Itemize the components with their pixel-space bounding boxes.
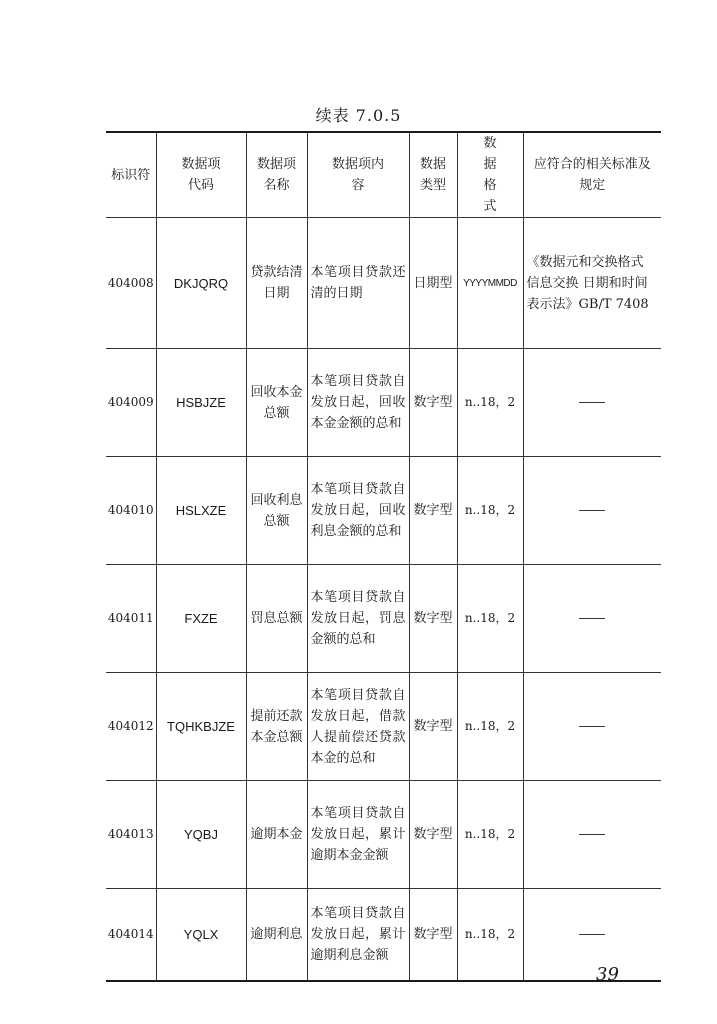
header-code: 数据项代码 xyxy=(156,132,246,218)
cell-standard xyxy=(523,565,661,673)
cell-code: TQHKBJZE xyxy=(156,673,246,781)
cell-standard xyxy=(523,889,661,981)
header-type: 数据类型 xyxy=(409,132,457,218)
cell-code: FXZE xyxy=(156,565,246,673)
table-row xyxy=(106,218,661,349)
cell-format: n..18，2 xyxy=(457,349,523,457)
cell-standard: 《数据元和交换格式 信息交换 日期和时间表示法》GB/T 7408 xyxy=(523,218,661,349)
cell-id: 404013 xyxy=(106,781,156,889)
cell-id: 404011 xyxy=(106,565,156,673)
cell-type: 数字型 xyxy=(409,781,457,889)
cell-code: HSBJZE xyxy=(156,349,246,457)
cell-format: n..18，2 xyxy=(457,673,523,781)
cell-name: 回收利息总额 xyxy=(246,457,307,565)
table-row xyxy=(106,673,661,781)
table-row xyxy=(106,565,661,673)
cell-name: 逾期本金 xyxy=(246,781,307,889)
cell-name: 逾期利息 xyxy=(246,889,307,981)
cell-format: n..18，2 xyxy=(457,457,523,565)
cell-content: 本笔项目贷款还清的日期 xyxy=(307,218,409,349)
cell-type: 日期型 xyxy=(409,218,457,349)
data-table xyxy=(106,131,661,982)
cell-format: YYYYMMDD xyxy=(457,218,523,349)
cell-id: 404009 xyxy=(106,349,156,457)
cell-code: DKJQRQ xyxy=(156,218,246,349)
cell-type: 数字型 xyxy=(409,889,457,981)
cell-content: 本笔项目贷款自发放日起，累计逾期本金金额 xyxy=(307,781,409,889)
header-row xyxy=(106,132,661,218)
cell-standard xyxy=(523,781,661,889)
cell-content: 本笔项目贷款自发放日起，罚息金额的总和 xyxy=(307,565,409,673)
page-number: 39 xyxy=(596,964,619,985)
cell-id: 404012 xyxy=(106,673,156,781)
cell-type: 数字型 xyxy=(409,673,457,781)
cell-content: 本笔项目贷款自发放日起，借款人提前偿还贷款本金的总和 xyxy=(307,673,409,781)
table-row xyxy=(106,349,661,457)
cell-format: n..18，2 xyxy=(457,565,523,673)
dash-mark xyxy=(579,726,605,727)
header-name: 数据项名称 xyxy=(246,132,307,218)
header-content: 数据项内容 xyxy=(307,132,409,218)
cell-code: HSLXZE xyxy=(156,457,246,565)
header-id: 标识符 xyxy=(106,132,156,218)
cell-id: 404008 xyxy=(106,218,156,349)
cell-standard xyxy=(523,673,661,781)
cell-standard xyxy=(523,457,661,565)
table-row xyxy=(106,457,661,565)
dash-mark xyxy=(579,834,605,835)
cell-name: 贷款结清日期 xyxy=(246,218,307,349)
cell-code: YQLX xyxy=(156,889,246,981)
table-row xyxy=(106,781,661,889)
cell-code: YQBJ xyxy=(156,781,246,889)
cell-name: 提前还款本金总额 xyxy=(246,673,307,781)
cell-id: 404010 xyxy=(106,457,156,565)
table-row xyxy=(106,889,661,981)
cell-name: 回收本金总额 xyxy=(246,349,307,457)
dash-mark xyxy=(579,618,605,619)
cell-content: 本笔项目贷款自发放日起，回收本金金额的总和 xyxy=(307,349,409,457)
cell-content: 本笔项目贷款自发放日起，回收利息金额的总和 xyxy=(307,457,409,565)
cell-id: 404014 xyxy=(106,889,156,981)
cell-name: 罚息总额 xyxy=(246,565,307,673)
cell-standard xyxy=(523,349,661,457)
dash-mark xyxy=(579,510,605,511)
dash-mark xyxy=(579,402,605,403)
cell-type: 数字型 xyxy=(409,349,457,457)
dash-mark xyxy=(579,934,605,935)
table-caption: 续表 7.0.5 xyxy=(315,106,402,125)
header-standard: 应符合的相关标准及规定 xyxy=(523,132,661,218)
cell-type: 数字型 xyxy=(409,457,457,565)
cell-format: n..18，2 xyxy=(457,781,523,889)
cell-format: n..18，2 xyxy=(457,889,523,981)
header-format: 数据格式 xyxy=(457,132,523,218)
cell-type: 数字型 xyxy=(409,565,457,673)
cell-content: 本笔项目贷款自发放日起，累计逾期利息金额 xyxy=(307,889,409,981)
